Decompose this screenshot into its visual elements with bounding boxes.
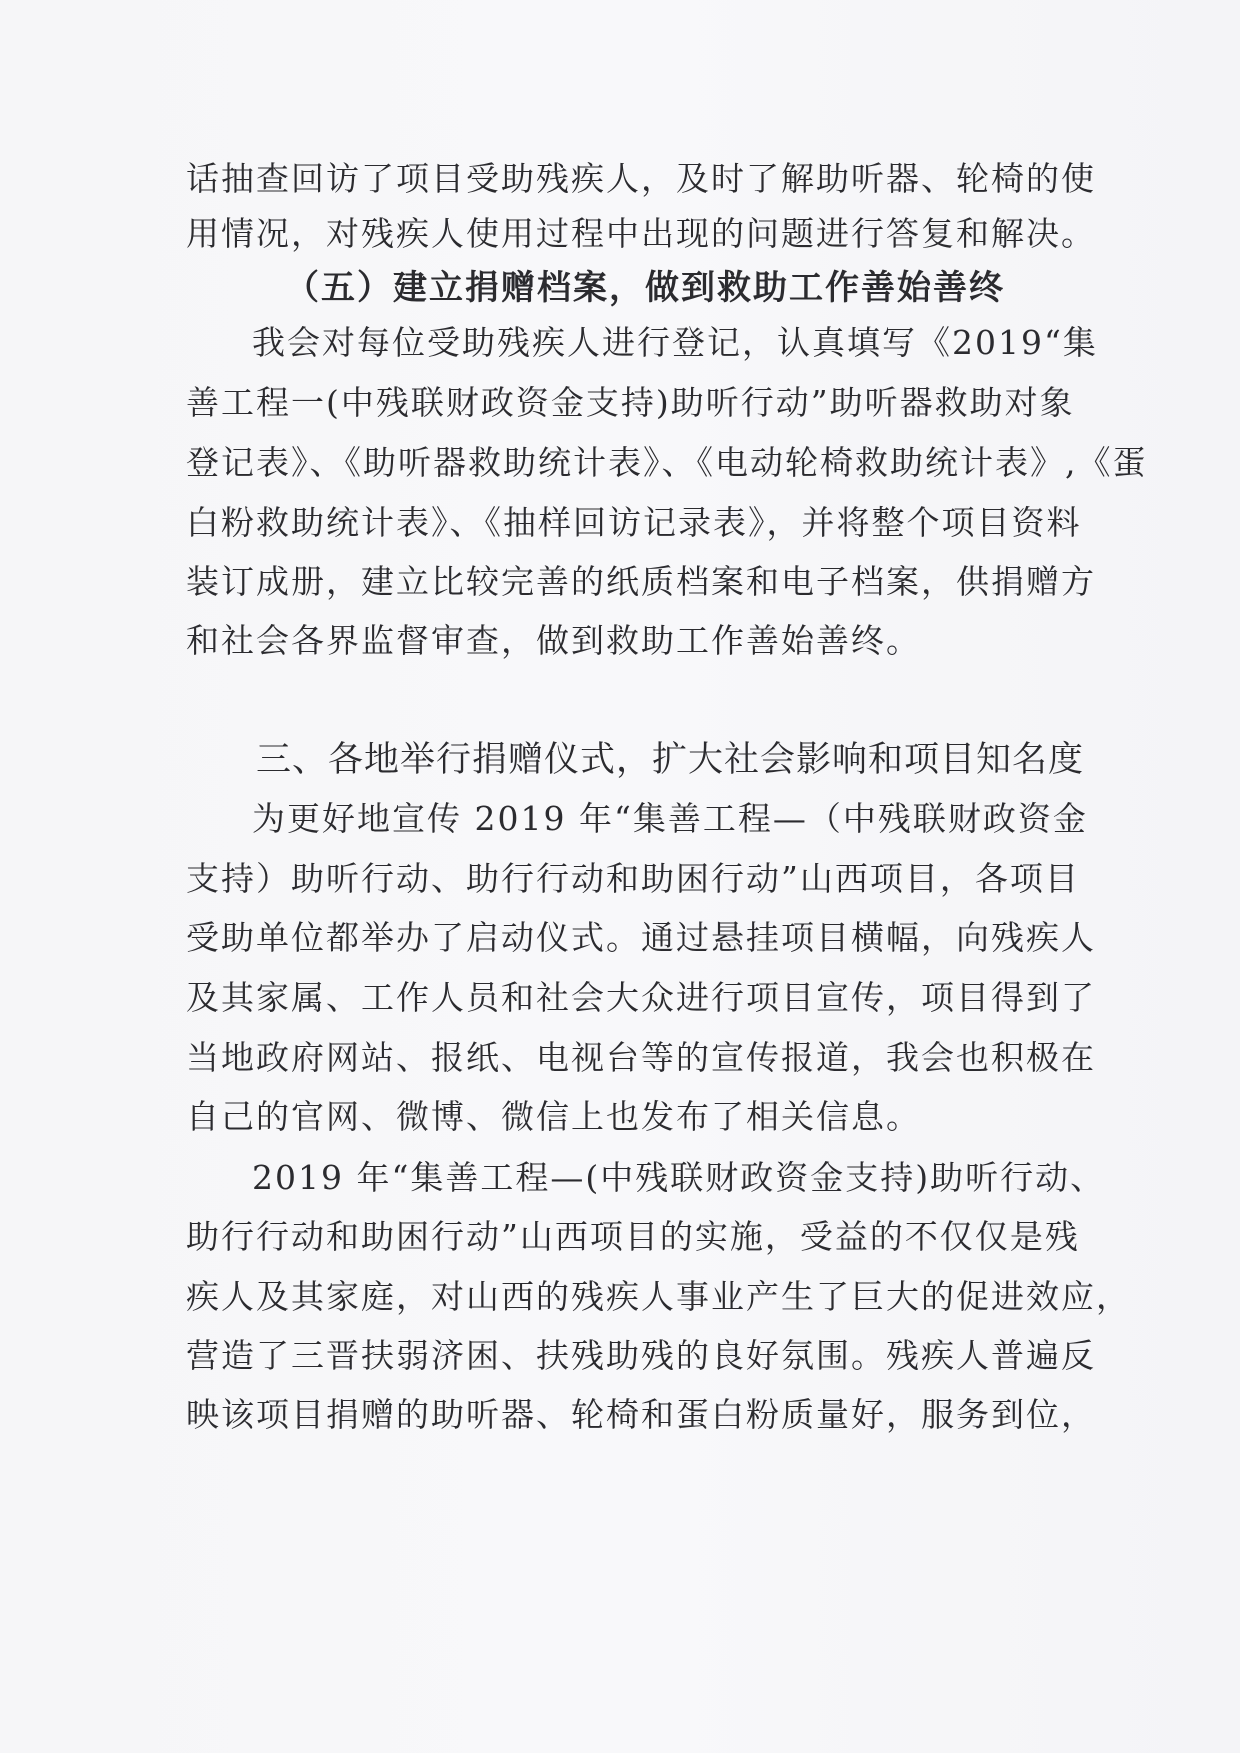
text-line: 当地政府网站、报纸、电视台等的宣传报道，我会也积极在 [186,1038,1096,1077]
section-three-heading: 三、各地举行捐赠仪式，扩大社会影响和项目知名度 [256,740,1085,780]
text-line: 受助单位都举办了启动仪式。通过悬挂项目横幅，向残疾人 [186,918,1096,957]
text-line: 装订成册，建立比较完善的纸质档案和电子档案，供捐赠方 [186,562,1096,601]
text-line: 映该项目捐赠的助听器、轮椅和蛋白粉质量好，服务到位， [186,1395,1096,1434]
text-line: 话抽查回访了项目受助残疾人，及时了解助听器、轮椅的使 [186,159,1096,198]
text-line: 2019 年“集善工程—(中残联财政资金支持)助听行动、 [252,1158,1106,1197]
text-line: 助行行动和助困行动”山西项目的实施，受益的不仅仅是残 [186,1217,1080,1256]
text-line: 登记表》、《助听器救助统计表》、《电动轮椅救助统计表》,《蛋 [186,443,1148,482]
text-line: 白粉救助统计表》、《抽样回访记录表》，并将整个项目资料 [186,503,1082,542]
section-five-heading: （五）建立捐赠档案，做到救助工作善始善终 [285,268,1005,308]
text-line: 善工程一(中残联财政资金支持)助听行动”助听器救助对象 [186,383,1075,422]
text-line: 及其家属、工作人员和社会大众进行项目宣传，项目得到了 [186,978,1096,1017]
text-line: 我会对每位受助残疾人进行登记，认真填写《2019“集 [252,323,1098,362]
text-line: 营造了三晋扶弱济困、扶残助残的良好氛围。残疾人普遍反 [186,1336,1096,1375]
text-line: 自己的官网、微博、微信上也发布了相关信息。 [186,1097,921,1136]
text-line: 用情况，对残疾人使用过程中出现的问题进行答复和解决。 [186,214,1096,253]
text-line: 支持）助听行动、助行行动和助困行动”山西项目，各项目 [186,859,1080,898]
text-line: 疾人及其家庭，对山西的残疾人事业产生了巨大的促进效应， [186,1277,1131,1316]
text-line: 和社会各界监督审查，做到救助工作善始善终。 [186,621,921,660]
text-line: 为更好地宣传 2019 年“集善工程—（中残联财政资金 [252,799,1088,838]
